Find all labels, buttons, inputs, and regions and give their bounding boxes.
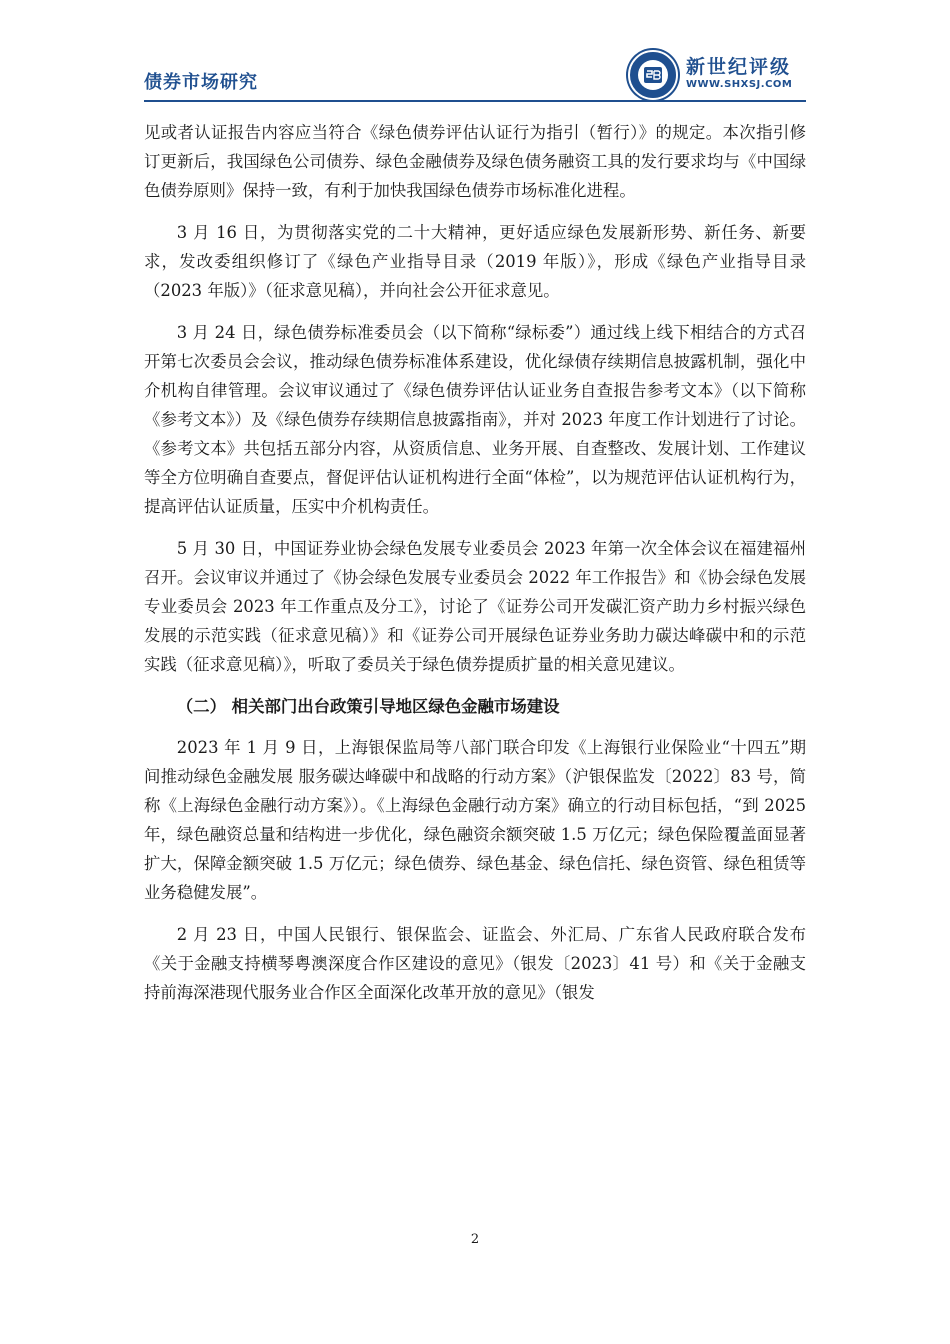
- page-number: 2: [470, 1232, 480, 1247]
- paragraph: 2 月 23 日，中国人民银行、银保监会、证监会、外汇局、广东省人民政府联合发布《关于金融支持横琴粤澳深度合作区建设的意见》（银发〔2023〕41 号）和《关于金融支持前海深港现代服务业合作区全面深化改革开放的意见》（银发: [144, 925, 806, 1002]
- paragraph: 3 月 16 日，为贯彻落实党的二十大精神，更好适应绿色发展新形势、新任务、新要求，发改委组织修订了《绿色产业指导目录（2019 年版）》，形成《绿色产业指导目录（2023 年版）》（征求意见稿），并向社会公开征求意见。: [144, 223, 806, 300]
- header-divider: [144, 100, 806, 102]
- paragraph: 2023 年 1 月 9 日，上海银保监局等八部门联合印发《上海银行业保险业“十四五”期间推动绿色金融发展 服务碳达峰碳中和战略的行动方案》（沪银保监发〔2022〕83 号，简称《上海绿色金融行动方案》）。《上海绿色金融行动方案》确立的行动目标包括，“到 2025 年，绿色融资总量和结构进一步优化，绿色融资余额突破 1.5 万亿元；绿色保险覆盖面显著扩大，保障金额突破 1.5 万亿元；绿色债券、绿色基金、绿色信托、绿色资管、绿色租赁等业务稳健发展”。: [144, 738, 806, 902]
- logo-seal-icon: [628, 50, 678, 100]
- section-heading: （二） 相关部门出台政策引导地区绿色金融市场建设: [176, 697, 560, 716]
- paragraph-continued: 见或者认证报告内容应当符合《绿色债券评估认证行为指引（暂行）》的规定。本次指引修订更新后，我国绿色公司债券、绿色金融债券及绿色债务融资工具的发行要求均与《中国绿色债券原则》保持一致，有利于加快我国绿色债券市场标准化进程。: [144, 123, 806, 200]
- header-title: 债券市场研究: [144, 72, 258, 93]
- paragraph: 3 月 24 日，绿色债券标准委员会（以下简称“绿标委”）通过线上线下相结合的方式召开第七次委员会会议，推动绿色债券标准体系建设，优化绿债存续期信息披露机制，强化中介机构自律管理。会议审议通过了《绿色债券评估认证业务自查报告参考文本》（以下简称《参考文本》）及《绿色债券存续期信息披露指南》，并对 2023 年度工作计划进行了讨论。《参考文本》共包括五部分内容，从资质信息、业务开展、自查整改、发展计划、工作建议等全方位明确自查要点，督促评估认证机构进行全面“体检”，以为规范评估认证机构行为，提高评估认证质量，压实中介机构责任。: [144, 323, 806, 516]
- logo-url: WWW.SHXSJ.COM: [686, 79, 793, 90]
- document-body: [144, 118, 806, 1020]
- logo-name: 新世纪评级: [686, 56, 792, 78]
- company-logo: [628, 46, 818, 100]
- paragraph: 5 月 30 日，中国证券业协会绿色发展专业委员会 2023 年第一次全体会议在福建福州召开。会议审议并通过了《协会绿色发展专业委员会 2022 年工作报告》和《协会绿色发展专业委员会 2023 年工作重点及分工》，讨论了《证券公司开发碳汇资产助力乡村振兴绿色发展的示范实践（征求意见稿）》和《证券公司开展绿色证券业务助力碳达峰碳中和的示范实践（征求意见稿）》，听取了委员关于绿色债券提质扩量的相关意见建议。: [144, 539, 806, 674]
